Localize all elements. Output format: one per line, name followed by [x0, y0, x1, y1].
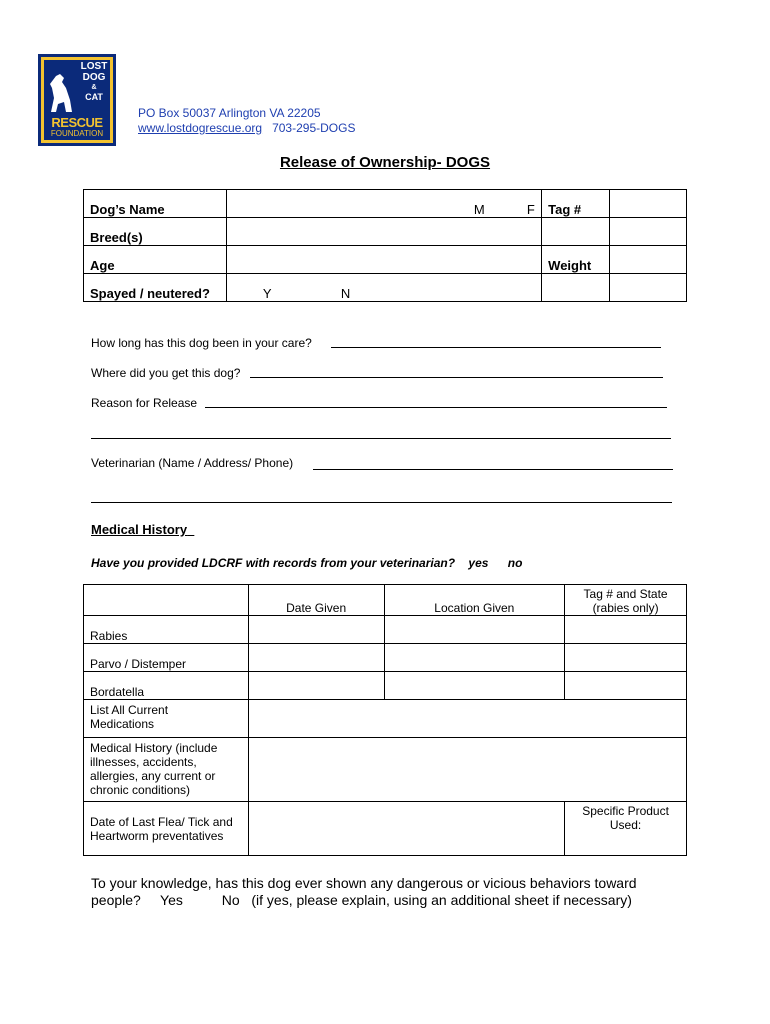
vet-records-question	[91, 556, 522, 570]
empty-header-cell	[84, 585, 249, 616]
records-yes-option[interactable]: yes	[468, 556, 489, 570]
source-input[interactable]	[250, 377, 663, 378]
behavior-no-option[interactable]: No	[221, 892, 240, 908]
empty-cell	[610, 274, 687, 302]
source-question: Where did you get this dog?	[91, 366, 241, 380]
medications-label	[84, 700, 249, 738]
spayed-field[interactable]	[226, 274, 541, 302]
release-reason-input[interactable]	[205, 407, 667, 408]
empty-cell	[542, 274, 610, 302]
bordatella-tag-field[interactable]	[565, 672, 687, 700]
dog-info-table	[83, 189, 687, 302]
behavior-question	[91, 875, 637, 909]
medical-history-label-line4: chronic conditions)	[90, 783, 191, 797]
bordatella-date-field[interactable]	[248, 672, 384, 700]
behavior-yes-option[interactable]: Yes	[160, 892, 183, 908]
medical-history-label-line3: allergies, any current or	[90, 769, 216, 783]
medical-history-label	[84, 738, 249, 802]
behavior-people-text: people?	[91, 892, 141, 908]
veterinarian-input[interactable]	[313, 469, 673, 470]
medical-history-label-line2: illnesses, accidents,	[90, 755, 197, 769]
breed-label: Breed(s)	[84, 218, 227, 246]
veterinarian-input-line2[interactable]	[91, 502, 672, 503]
weight-field[interactable]	[610, 246, 687, 274]
tag-extra-cell[interactable]	[542, 218, 610, 246]
website-link[interactable]: www.lostdogrescue.org	[138, 121, 263, 135]
vet-records-question-text: Have you provided LDCRF with records from your veterinarian?	[91, 556, 456, 570]
tag-state-header	[565, 585, 687, 616]
rabies-date-field[interactable]	[248, 616, 384, 644]
behavior-question-line2	[91, 892, 637, 909]
rabies-location-field[interactable]	[384, 616, 565, 644]
specific-product-label: Specific Product Used:	[582, 804, 669, 832]
logo-text-foundation: FOUNDATION	[50, 129, 104, 138]
address-line: PO Box 50037 Arlington VA 22205	[138, 106, 321, 120]
date-given-header: Date Given	[248, 585, 384, 616]
breed-field[interactable]	[226, 218, 541, 246]
medications-label-line1: List All Current	[90, 703, 169, 717]
location-given-header: Location Given	[384, 585, 565, 616]
medical-history-field[interactable]	[248, 738, 686, 802]
tag-label: Tag #	[542, 190, 610, 218]
logo-text-lost: LOST	[80, 61, 108, 72]
bordatella-label: Bordatella	[84, 672, 249, 700]
records-no-option[interactable]: no	[507, 556, 523, 570]
logo-text-amp: &	[91, 84, 97, 91]
sex-m-option[interactable]: M	[473, 202, 485, 217]
care-duration-question: How long has this dog been in your care?	[91, 336, 312, 350]
medical-history-label-line1: Medical History (include	[90, 741, 218, 755]
contact-line	[138, 121, 355, 135]
release-reason-input-line2[interactable]	[91, 438, 671, 439]
spayed-no-option[interactable]: N	[340, 286, 351, 301]
page-title: Release of Ownership- DOGS	[279, 154, 491, 171]
rabies-label: Rabies	[84, 616, 249, 644]
age-field[interactable]	[226, 246, 541, 274]
veterinarian-label: Veterinarian (Name / Address/ Phone)	[91, 456, 294, 470]
dog-silhouette-icon	[46, 72, 80, 116]
medications-label-line2: Medications	[90, 717, 155, 731]
flea-tick-date-field[interactable]	[248, 802, 564, 856]
sex-f-option[interactable]: F	[526, 202, 535, 217]
medications-field[interactable]	[248, 700, 686, 738]
tag-state-header-line1: Tag # and State	[583, 587, 668, 601]
bordatella-location-field[interactable]	[384, 672, 565, 700]
medical-table	[83, 584, 687, 856]
dogs-name-label: Dog’s Name	[84, 190, 227, 218]
release-reason-label: Reason for Release	[91, 396, 198, 410]
dogs-name-field[interactable]	[226, 190, 541, 218]
parvo-label: Parvo / Distemper	[84, 644, 249, 672]
logo-text-dog: DOG	[82, 72, 106, 83]
specific-product-cell[interactable]	[565, 802, 687, 856]
flea-tick-label-line2: Heartworm preventatives	[90, 828, 224, 843]
weight-label: Weight	[542, 246, 610, 274]
logo-text-rescue: RESCUE	[51, 115, 103, 130]
parvo-date-field[interactable]	[248, 644, 384, 672]
flea-tick-label	[84, 802, 249, 856]
care-duration-input[interactable]	[331, 347, 661, 348]
parvo-tag-field[interactable]	[565, 644, 687, 672]
parvo-location-field[interactable]	[384, 644, 565, 672]
spayed-yes-option[interactable]: Y	[262, 286, 272, 301]
behavior-question-line1: To your knowledge, has this dog ever shown any dangerous or vicious behaviors toward	[91, 875, 637, 891]
tag-state-header-line2: (rabies only)	[592, 601, 659, 615]
rabies-tag-field[interactable]	[565, 616, 687, 644]
tag-field[interactable]	[610, 190, 687, 218]
spayed-label: Spayed / neutered?	[84, 274, 227, 302]
medical-history-heading: Medical History	[91, 522, 188, 537]
phone-number: 703-295-DOGS	[272, 121, 356, 135]
age-label: Age	[84, 246, 227, 274]
flea-tick-label-line1: Date of Last Flea/ Tick and	[90, 814, 233, 829]
foundation-logo	[38, 54, 116, 146]
behavior-explain-text: (if yes, please explain, using an additional sheet if necessary)	[251, 892, 632, 908]
tag-extra-field[interactable]	[610, 218, 687, 246]
logo-text-cat: CAT	[85, 92, 103, 102]
